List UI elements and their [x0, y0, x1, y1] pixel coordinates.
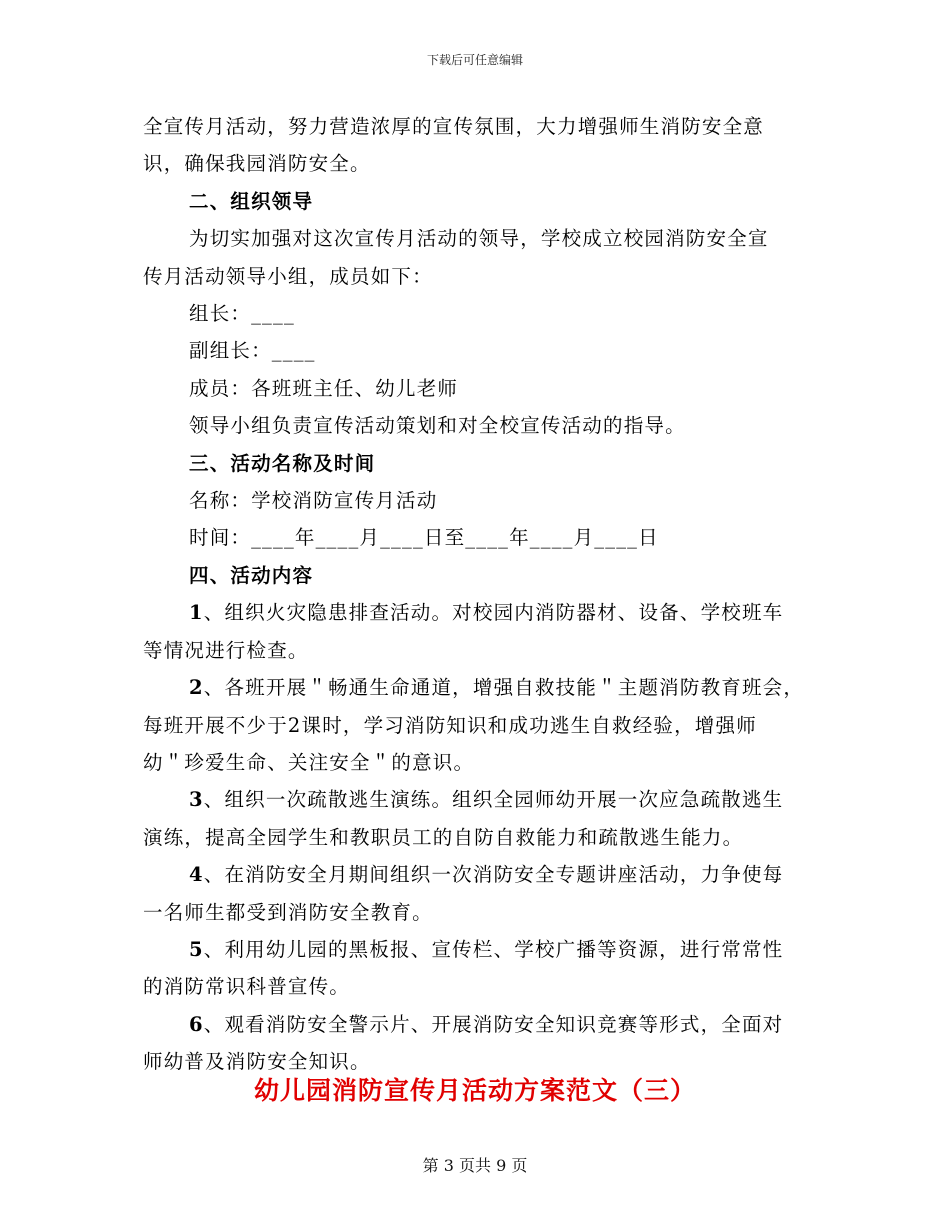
item-3-line-1: [143, 781, 823, 818]
item-6-text: 、观看消防安全警示片、开展消防安全知识竞赛等形式，全面对: [203, 1012, 784, 1036]
page-header-note: 下载后可任意编辑: [426, 53, 523, 67]
leader-line: 组长：____: [189, 302, 295, 326]
item-4-number: 4: [189, 863, 204, 887]
item-2-line-3: 幼＂珍爱生命、关注安全＂的意识。: [143, 750, 475, 774]
item-6-line-2: 师幼普及消防安全知识。: [143, 1050, 371, 1074]
item-3-text: 、组织一次疏散逃生演练。组织全园师幼开展一次应急疏散逃生: [203, 788, 784, 812]
item-5-number: 5: [189, 937, 204, 961]
deputy-leader-line: 副组长：____: [189, 339, 316, 363]
members-line: 成员：各班班主任、幼儿老师: [189, 376, 459, 400]
item-2-text: 、各班开展＂畅通生命通道，增强自救技能＂主题消防教育班会，: [203, 676, 805, 700]
item-5-line-1: [143, 931, 823, 968]
item-1-number: 1: [189, 601, 204, 625]
item-4-line-2: 一名师生都受到消防安全教育。: [143, 900, 433, 924]
item-2-number: 2: [189, 676, 204, 700]
section-2-para-line-1: 为切实加强对这次宣传月活动的领导，学校成立校园消防安全宣: [189, 227, 769, 251]
section-4-heading: 四、活动内容: [189, 563, 314, 587]
section-3-heading: 三、活动名称及时间: [189, 451, 376, 475]
item-1-line-1: [143, 594, 823, 631]
next-section-title: 幼儿园消防宣传月活动方案范文（三）: [253, 1076, 696, 1105]
item-1-text: 、组织火灾隐患排查活动。对校园内消防器材、设备、学校班车: [203, 601, 784, 625]
item-3-number: 3: [189, 788, 204, 812]
document-body: [143, 108, 823, 1081]
activity-name-line: 名称：学校消防宣传月活动: [189, 489, 438, 513]
section-2-para-line-2: 传月活动领导小组，成员如下：: [143, 264, 433, 288]
item-2-line-2: 每班开展不少于2课时，学习消防知识和成功逃生自救经验，增强师: [143, 713, 757, 737]
page-number-footer: 第 3 页共 9 页: [422, 1156, 528, 1175]
item-1-line-2: 等情况进行检查。: [143, 638, 309, 662]
duty-line: 领导小组负责宣传活动策划和对全校宣传活动的指导。: [189, 414, 686, 438]
item-6-number: 6: [189, 1012, 204, 1036]
item-6-line-1: [143, 1006, 823, 1043]
activity-time-line: 时间：____年____月____日至____年____月____日: [189, 526, 659, 550]
item-5-text: 、利用幼儿园的黑板报、宣传栏、学校广播等资源，进行常常性: [203, 937, 784, 961]
item-3-line-2: 演练，提高全园学生和教职员工的自防自救能力和疏散逃生能力。: [143, 825, 744, 849]
intro-line-2: 识，确保我园消防安全。: [143, 152, 371, 176]
item-4-text: 、在消防安全月期间组织一次消防安全专题讲座活动，力争使每: [203, 863, 784, 887]
intro-line-1: 全宣传月活动，努力营造浓厚的宣传氛围，大力增强师生消防安全意: [143, 115, 765, 138]
item-2-line-1: [143, 669, 823, 706]
item-4-line-1: [143, 856, 823, 893]
item-5-line-2: 的消防常识科普宣传。: [143, 975, 351, 999]
section-2-heading: 二、组织领导: [189, 189, 314, 213]
